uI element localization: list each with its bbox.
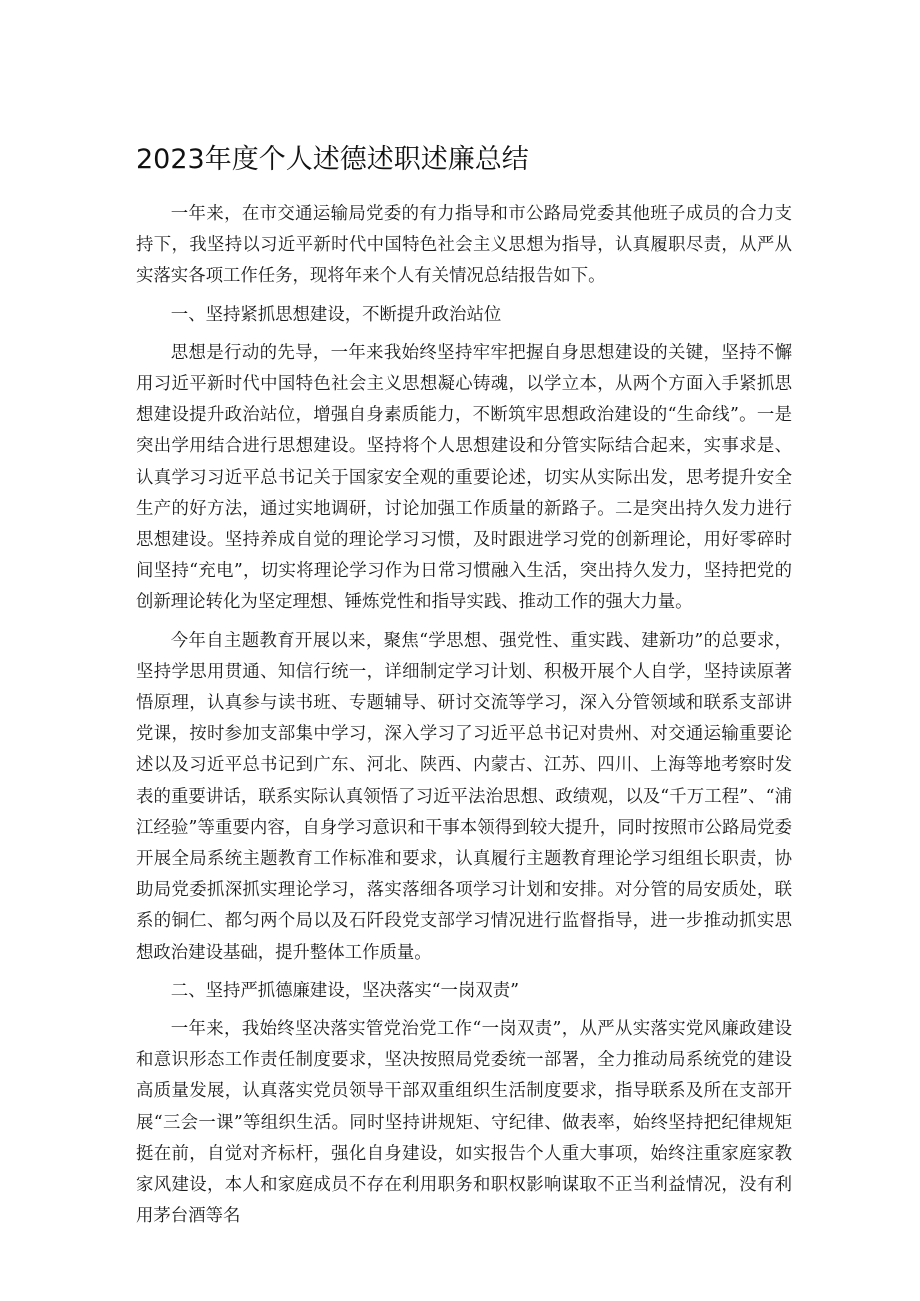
body-paragraph: 今年自主题教育开展以来，聚焦“学思想、强党性、重实践、建新功”的总要求，坚持学思用贯通、知信行统一，详细制定学习计划、积极开展个人自学，坚持读原著悟原理，认真参与读书班、专题辅导、研讨交流等学习，深入分管领域和联系支部讲党课，按时参加支部集中学习，深入学习了习近平总书记对贵州、对交通运输重要论述以及习近平总书记到广东、河北、陕西、内蒙古、江苏、四川、上海等地考察时发表的重要讲话，联系实际认真领悟了习近平法治思想、政绩观，以及“千万工程”、“浦江经验”等重要内容，自身学习意识和干事本领得到较大提升，同时按照市公路局党委开展全局系统主题教育工作标准和要求，认真履行主题教育理论学习组组长职责，协助局党委抓深抓实理论学习，落实落细各项学习计划和安排。对分管的局安质处，联系的铜仁、都匀两个局以及石阡段党支部学习情况进行监督指导，进一步推动抓实思想政治建设基础，提升整体工作质量。 xyxy=(136,630,792,963)
body-paragraph: 思想是行动的先导，一年来我始终坚持牢牢把握自身思想建设的关键，坚持不懈用习近平新时代中国特色社会主义思想凝心铸魂，以学立本，从两个方面入手紧抓思想建设提升政治站位，增强自身素质能力，不断筑牢思想政治建设的“生命线”。一是突出学用结合进行思想建设。坚持将个人思想建设和分管实际结合起来，实事求是、认真学习习近平总书记关于国家安全观的重要论述，切实从实际出发，思考提升安全生产的好方法，通过实地调研，讨论加强工作质量的新路子。二是突出持久发力进行思想建设。坚持养成自觉的理论学习习惯，及时跟进学习党的创新理论，用好零碎时间坚持“充电”，切实将理论学习作为日常习惯融入生活，突出持久发力，坚持把党的创新理论转化为坚定理想、锤炼党性和指导实践、推动工作的强大力量。 xyxy=(136,342,792,613)
body-paragraph: 一年来，我始终坚决落实管党治党工作“一岗双责”，从严从实落实党风廉政建设和意识形态工作责任制度要求，坚决按照局党委统一部署，全力推动局系统党的建设高质量发展，认真落实党员领导干部双重组织生活制度要求，指导联系及所在支部开展“三会一课”等组织生活。同时坚持讲规矩、守纪律、做表率，始终坚持把纪律规矩挺在前，自觉对齐标杆，强化自身建设，如实报告个人重大事项，始终注重家庭家教家风建设，本人和家庭成员不存在利用职务和职权影响谋取不正当利益情况，没有利用茅台酒等名 xyxy=(136,1019,792,1227)
intro-paragraph: 一年来，在市交通运输局党委的有力指导和市公路局党委其他班子成员的合力支持下，我坚持以习近平新时代中国特色社会主义思想为指导，认真履职尽责，从严从实落实各项工作任务，现将年来个人有关情况总结报告如下。 xyxy=(136,204,792,287)
section-heading-2: 二、坚持严抓德廉建设，坚决落实“一岗双责” xyxy=(170,980,520,1001)
section-heading-1: 一、坚持紧抓思想建设，不断提升政治站位 xyxy=(170,304,502,325)
document-body xyxy=(136,199,792,1240)
document-title: 2023年度个人述德述职述廉总结 xyxy=(136,144,529,175)
